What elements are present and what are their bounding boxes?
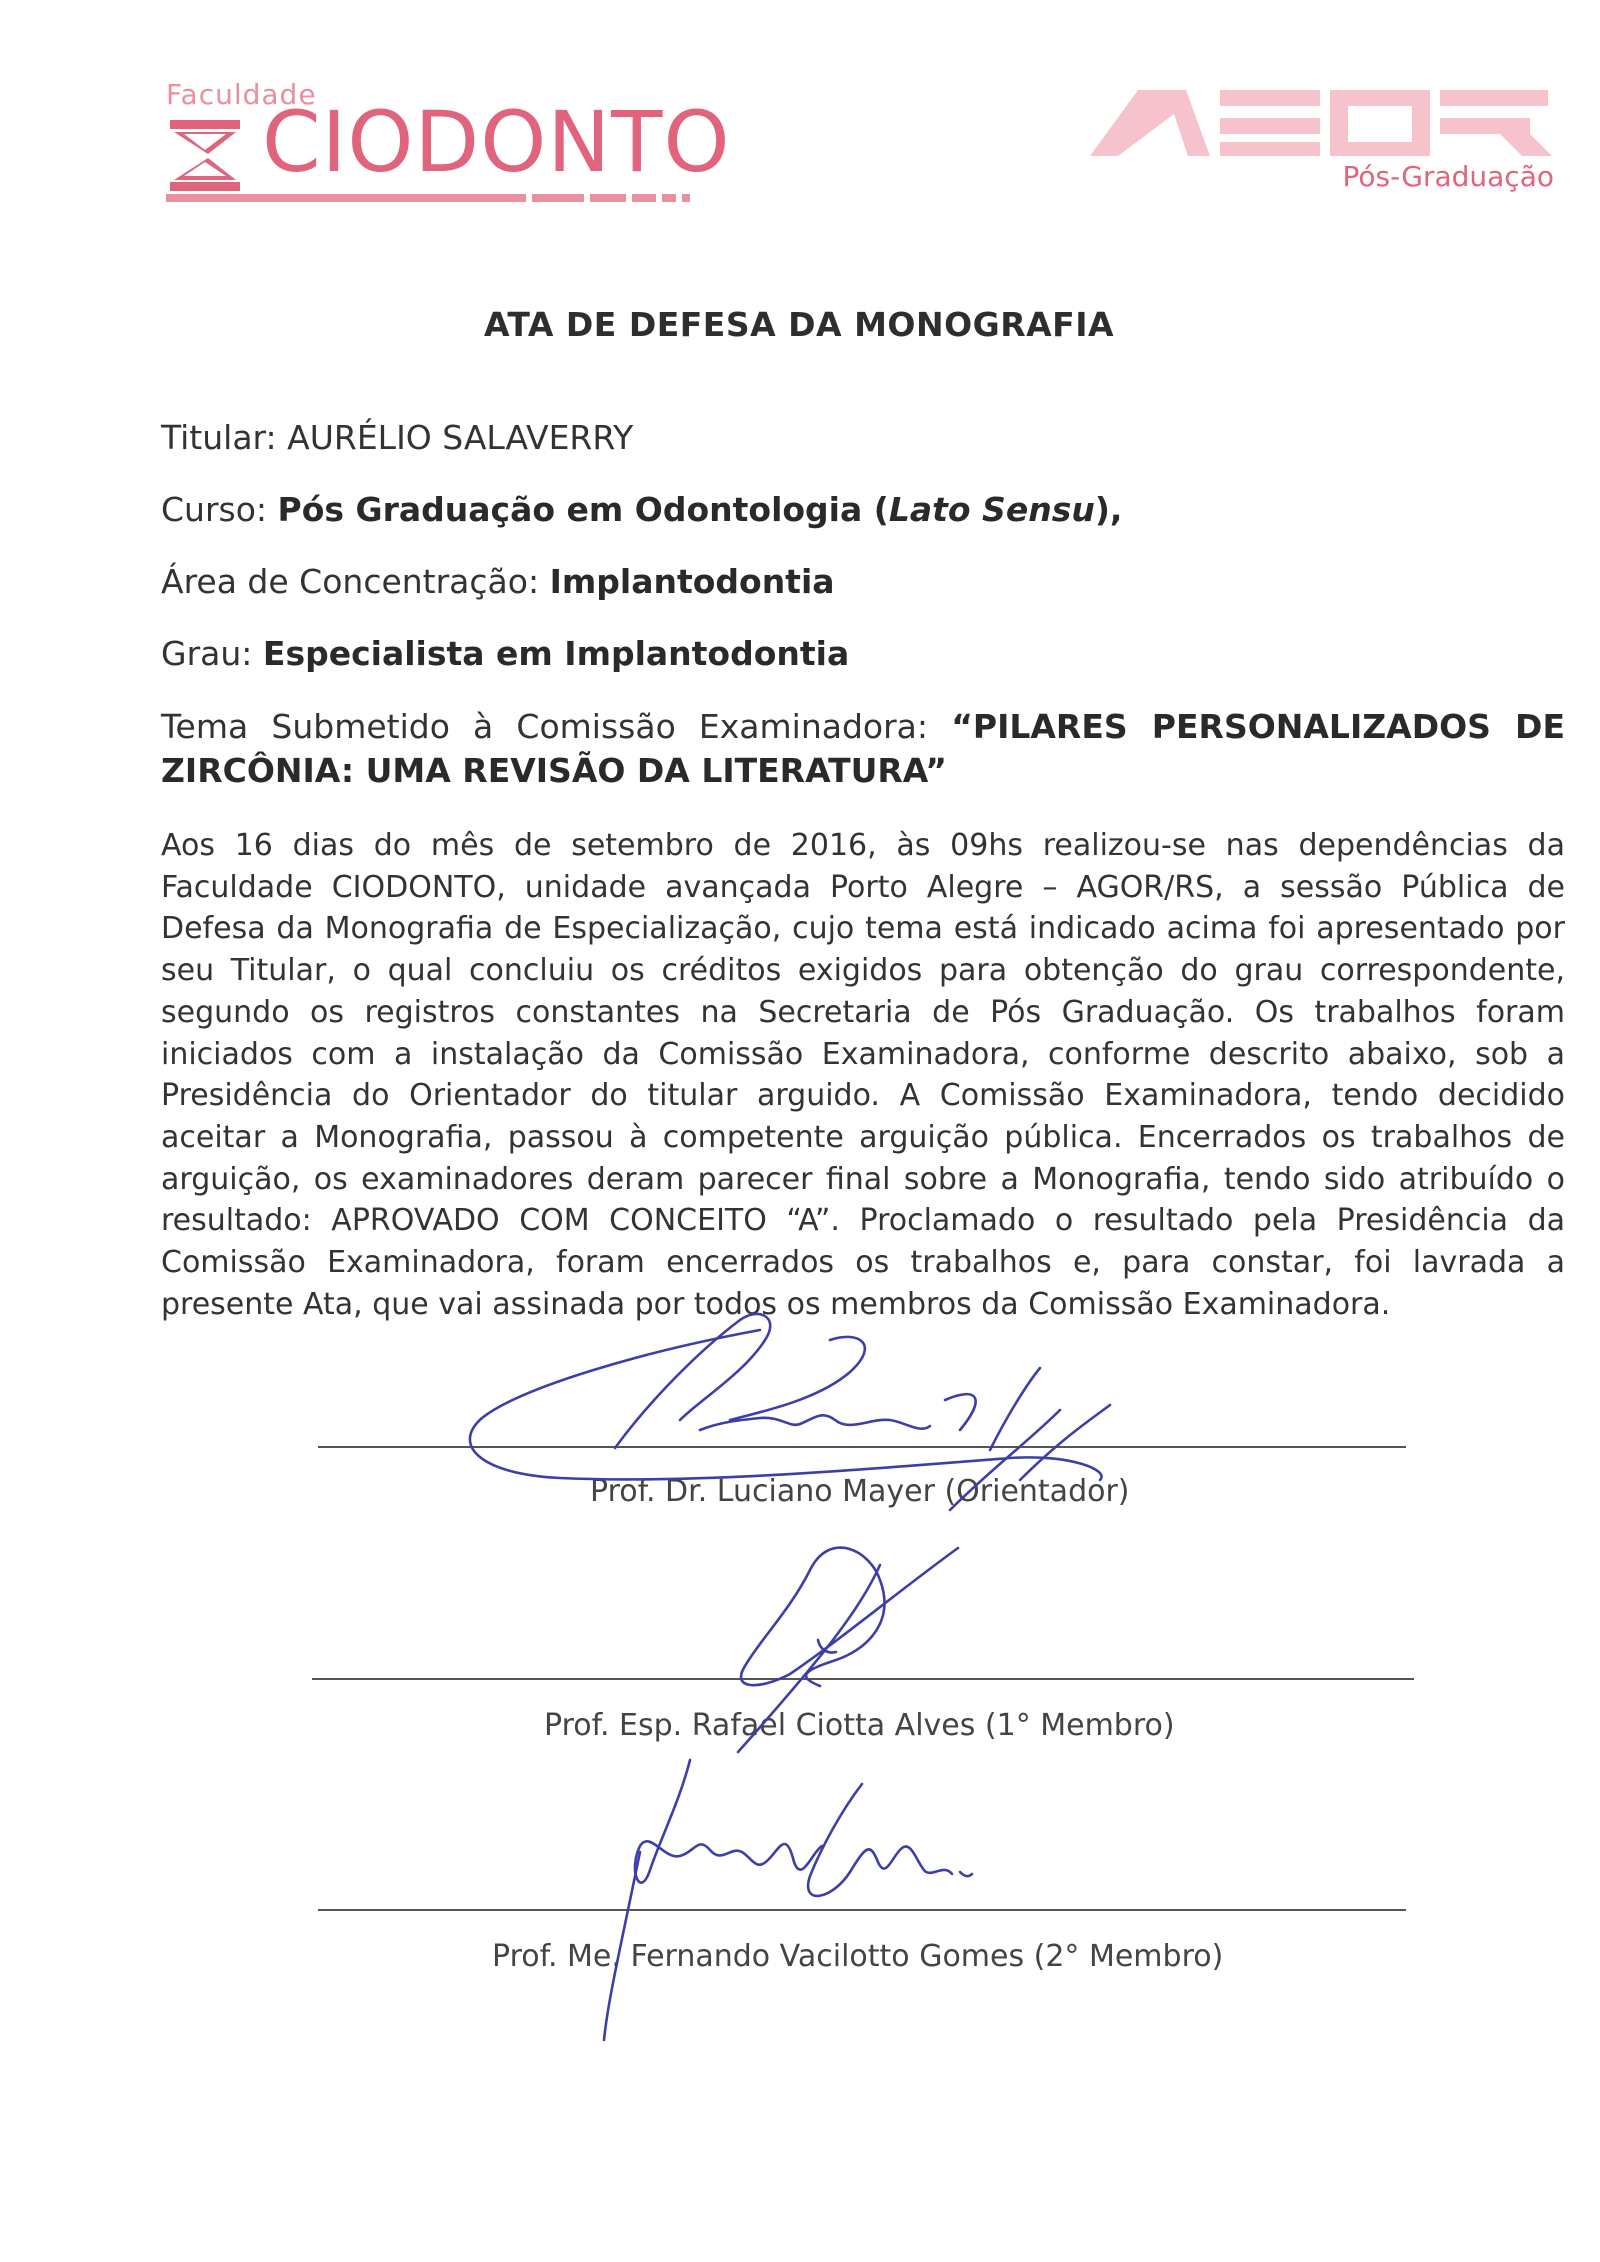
signature-line-2 <box>312 1678 1414 1680</box>
grau-value: Especialista em Implantodontia <box>262 634 850 673</box>
tema-label: Tema Submetido à Comissão Examinadora: <box>161 707 929 746</box>
signatory-1-label: Prof. Dr. Luciano Mayer (Orientador) <box>590 1474 1130 1509</box>
ciodonto-logo <box>166 78 731 208</box>
titular-label: Titular: <box>161 418 277 457</box>
curso-label: Curso: <box>161 490 268 529</box>
agor-brand-text: AGOR <box>1240 150 1243 151</box>
curso-value: Pós Graduação em Odontologia (Lato Sensu), <box>277 490 1123 529</box>
signatory-3-label: Prof. Me. Fernando Vacilotto Gomes (2° Membro) <box>492 1939 1224 1974</box>
grau-label: Grau: <box>161 634 253 673</box>
signature-line-1 <box>318 1446 1406 1448</box>
tema-value: “PILARES PERSONALIZADOS DE ZIRCÔNIA: UMA REVISÃO DA LITERATURA” <box>161 707 1565 790</box>
tema-field <box>161 705 1565 793</box>
area-field <box>161 562 835 601</box>
minutes-body-paragraph: Aos 16 dias do mês de setembro de 2016, às 09hs realizou-se nas dependências da Faculdade CIODONTO, unidade avançada Porto Alegre – AGOR/RS, a sessão Pública de Defesa da Monografia de Especialização, cujo tema está indicado acima foi apresentado por seu Titular, o qual concluiu os créditos exigidos para obtenção do grau correspondente, segundo os registros constantes na Secretaria de Pós Graduação. Os trabalhos foram iniciados com a instalação da Comissão Examinadora, conforme descrito abaixo, sob a Presidência do Orientador do titular arguido. A Comissão Examinadora, tendo decidido aceitar a Monografia, passou à competente arguição pública. Encerrados os trabalhos de arguição, os examinadores deram parecer final sobre a Monografia, tendo sido atribuído o resultado: APROVADO COM CONCEITO “A”. Proclamado o resultado pela Presidência da Comissão Examinadora, foram encerrados os trabalhos e, para constar, foi lavrada a presente Ata, que vai assinada por todos os membros da Comissão Examinadora. <box>161 828 1565 1322</box>
titular-field <box>161 418 633 457</box>
signatory-2-label: Prof. Esp. Rafael Ciotta Alves (1° Membro) <box>544 1708 1175 1743</box>
agor-logo <box>1090 72 1560 202</box>
grau-field <box>161 634 849 673</box>
signature-3 <box>604 1760 972 2040</box>
logo-subtitle: Pós-Graduação <box>1342 160 1554 193</box>
curso-field <box>161 490 1122 529</box>
agor-wordmark <box>1090 72 1560 162</box>
logo-decorative-bars <box>166 192 696 204</box>
curso-italic: Lato Sensu <box>888 490 1095 529</box>
titular-value: AURÉLIO SALAVERRY <box>287 418 634 457</box>
document-title: ATA DE DEFESA DA MONOGRAFIA <box>483 305 1115 344</box>
area-label: Área de Concentração: <box>161 562 540 601</box>
ciodonto-emblem-icon <box>168 118 248 194</box>
logo-small-text: Faculdade <box>166 78 317 111</box>
signature-line-3 <box>318 1909 1406 1911</box>
area-value: Implantodontia <box>549 562 835 601</box>
logo-brand-text: CIODONTO <box>262 93 731 191</box>
